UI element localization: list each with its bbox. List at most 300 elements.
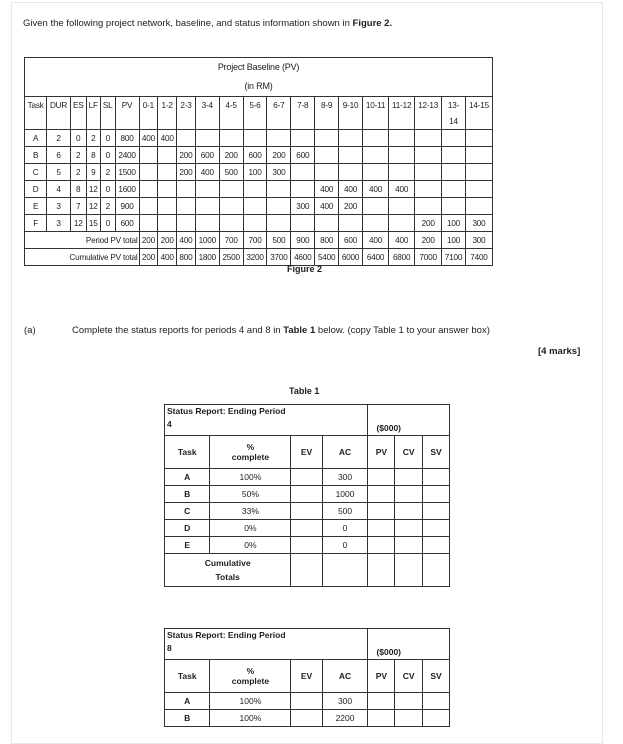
baseline-cell bbox=[442, 130, 466, 147]
status-value-cell: 300 bbox=[322, 693, 368, 710]
baseline-cell bbox=[339, 130, 363, 147]
baseline-cell: 600 bbox=[195, 147, 219, 164]
baseline-column-header: 7-8 bbox=[291, 97, 315, 114]
status-value-cell[interactable] bbox=[395, 503, 423, 520]
status-task-cell: C bbox=[165, 503, 210, 520]
baseline-cell: 200 bbox=[219, 147, 243, 164]
baseline-cell: 400 bbox=[315, 198, 339, 215]
baseline-cell bbox=[339, 147, 363, 164]
status-task-row bbox=[165, 469, 450, 486]
status-value-cell[interactable] bbox=[423, 520, 450, 537]
baseline-cell: C bbox=[25, 164, 47, 181]
period-pv-cell: 800 bbox=[315, 232, 339, 249]
baseline-column-header: 10-11 bbox=[362, 97, 388, 114]
cumulative-pv-cell: 2500 bbox=[219, 249, 243, 266]
baseline-column-header: 3-4 bbox=[195, 97, 219, 114]
baseline-cell bbox=[415, 164, 442, 181]
status-value-cell[interactable] bbox=[423, 693, 450, 710]
baseline-cell bbox=[465, 164, 492, 181]
baseline-cell bbox=[389, 215, 415, 232]
baseline-column-header-continued bbox=[362, 113, 388, 130]
baseline-column-header: SL bbox=[100, 97, 115, 114]
status-task-cell: A bbox=[165, 469, 210, 486]
baseline-task-row bbox=[25, 198, 493, 215]
status-task-cell: B bbox=[165, 486, 210, 503]
status-value-cell: 33% bbox=[210, 503, 291, 520]
baseline-column-header-continued bbox=[25, 113, 47, 130]
status-column-header: CV bbox=[395, 436, 423, 469]
baseline-cell bbox=[158, 164, 177, 181]
status-value-cell[interactable] bbox=[291, 693, 322, 710]
baseline-column-header: ES bbox=[70, 97, 86, 114]
status-value-cell[interactable] bbox=[291, 469, 322, 486]
status-value-cell[interactable] bbox=[423, 710, 450, 727]
baseline-cell bbox=[219, 215, 243, 232]
cumulative-pv-cell: 3200 bbox=[243, 249, 267, 266]
baseline-header-row-continued bbox=[25, 113, 493, 130]
baseline-column-header: DUR bbox=[47, 97, 71, 114]
baseline-cell bbox=[139, 215, 158, 232]
baseline-cell bbox=[267, 130, 291, 147]
period-pv-cell: 500 bbox=[267, 232, 291, 249]
baseline-cell bbox=[158, 147, 177, 164]
status-value-cell: 500 bbox=[322, 503, 368, 520]
status-value-cell: 0 bbox=[322, 520, 368, 537]
baseline-column-header: Task bbox=[25, 97, 47, 114]
baseline-cell: 4 bbox=[47, 181, 71, 198]
status-value-cell[interactable] bbox=[291, 537, 322, 554]
cumulative-pv-total-label: Cumulative PV total bbox=[25, 249, 140, 266]
status-value-cell: 0 bbox=[322, 537, 368, 554]
status-task-row bbox=[165, 520, 450, 537]
status-column-header: SV bbox=[423, 660, 450, 693]
period-pv-cell: 200 bbox=[415, 232, 442, 249]
cumulative-pv-cell: 6000 bbox=[339, 249, 363, 266]
baseline-column-header-continued bbox=[465, 113, 492, 130]
status-task-row bbox=[165, 503, 450, 520]
baseline-cell: 800 bbox=[115, 130, 139, 147]
status-task-cell: E bbox=[165, 537, 210, 554]
baseline-cell: 400 bbox=[139, 130, 158, 147]
baseline-cell bbox=[465, 147, 492, 164]
baseline-column-header: 6-7 bbox=[267, 97, 291, 114]
baseline-column-header-continued bbox=[195, 113, 219, 130]
baseline-cell: 7 bbox=[70, 198, 86, 215]
baseline-column-header-continued bbox=[100, 113, 115, 130]
total-cv-cell[interactable] bbox=[395, 554, 423, 587]
baseline-column-header-continued bbox=[339, 113, 363, 130]
baseline-column-header-continued bbox=[267, 113, 291, 130]
baseline-column-header-continued bbox=[315, 113, 339, 130]
period-pv-cell: 600 bbox=[339, 232, 363, 249]
baseline-cell bbox=[139, 164, 158, 181]
baseline-cell: 0 bbox=[70, 130, 86, 147]
status-value-cell: 100% bbox=[210, 710, 291, 727]
baseline-column-header: 14-15 bbox=[465, 97, 492, 114]
cumulative-pv-cell: 200 bbox=[139, 249, 158, 266]
baseline-cell bbox=[442, 181, 466, 198]
baseline-cell bbox=[389, 164, 415, 181]
baseline-task-row bbox=[25, 181, 493, 198]
baseline-cell: 8 bbox=[86, 147, 100, 164]
total-pv-cell[interactable] bbox=[368, 554, 395, 587]
baseline-cell bbox=[291, 181, 315, 198]
baseline-cell: 1500 bbox=[115, 164, 139, 181]
period-pv-cell: 700 bbox=[219, 232, 243, 249]
baseline-cell: 400 bbox=[158, 130, 177, 147]
baseline-task-row bbox=[25, 164, 493, 181]
status-column-header: EV bbox=[291, 436, 322, 469]
status-value-cell[interactable] bbox=[423, 486, 450, 503]
baseline-task-row bbox=[25, 147, 493, 164]
baseline-column-header-continued bbox=[243, 113, 267, 130]
baseline-cell bbox=[465, 130, 492, 147]
cumulative-pv-cell: 4600 bbox=[291, 249, 315, 266]
baseline-cell bbox=[315, 215, 339, 232]
baseline-cell bbox=[415, 130, 442, 147]
units-label: ($000) bbox=[368, 405, 450, 436]
status-value-cell: 0% bbox=[210, 537, 291, 554]
baseline-cell: 200 bbox=[177, 164, 196, 181]
baseline-cell: 2 bbox=[100, 164, 115, 181]
total-ac-cell[interactable] bbox=[322, 554, 368, 587]
intro-text: Given the following project network, baseline, and status information shown in Figure 2. bbox=[23, 18, 393, 29]
baseline-column-header-continued bbox=[158, 113, 177, 130]
baseline-cell bbox=[195, 215, 219, 232]
baseline-cell bbox=[267, 181, 291, 198]
baseline-column-header-continued bbox=[389, 113, 415, 130]
baseline-cell bbox=[442, 147, 466, 164]
baseline-task-row bbox=[25, 215, 493, 232]
baseline-cell: 100 bbox=[243, 164, 267, 181]
status-column-header: CV bbox=[395, 660, 423, 693]
status-value-cell: 0% bbox=[210, 520, 291, 537]
baseline-cell bbox=[362, 198, 388, 215]
baseline-cell: 0 bbox=[100, 147, 115, 164]
baseline-column-header-continued bbox=[177, 113, 196, 130]
baseline-cell bbox=[177, 130, 196, 147]
baseline-column-header-continued bbox=[70, 113, 86, 130]
status-value-cell[interactable] bbox=[423, 469, 450, 486]
baseline-cell: 3 bbox=[47, 215, 71, 232]
baseline-cell: 12 bbox=[70, 215, 86, 232]
status-value-cell[interactable] bbox=[291, 520, 322, 537]
baseline-cell: 200 bbox=[267, 147, 291, 164]
baseline-cell: 200 bbox=[177, 147, 196, 164]
baseline-cell bbox=[243, 198, 267, 215]
cumulative-pv-cell: 1800 bbox=[195, 249, 219, 266]
baseline-task-row bbox=[25, 130, 493, 147]
baseline-cell: 12 bbox=[86, 198, 100, 215]
baseline-cell bbox=[315, 164, 339, 181]
baseline-cell: 0 bbox=[100, 215, 115, 232]
cumulative-pv-cell: 5400 bbox=[315, 249, 339, 266]
status-task-cell: B bbox=[165, 710, 210, 727]
status-column-header: AC bbox=[322, 436, 368, 469]
baseline-column-header: 5-6 bbox=[243, 97, 267, 114]
period-pv-cell: 400 bbox=[177, 232, 196, 249]
status-column-header: Task bbox=[165, 660, 210, 693]
baseline-cell: 600 bbox=[243, 147, 267, 164]
period-pv-cell: 1000 bbox=[195, 232, 219, 249]
baseline-cell: D bbox=[25, 181, 47, 198]
baseline-cell bbox=[415, 198, 442, 215]
status-column-header: % complete bbox=[210, 436, 291, 469]
baseline-cell: 600 bbox=[115, 215, 139, 232]
status-column-header: PV bbox=[368, 660, 395, 693]
period-pv-cell: 200 bbox=[158, 232, 177, 249]
baseline-cell: 15 bbox=[86, 215, 100, 232]
baseline-cell: 300 bbox=[291, 198, 315, 215]
baseline-cell bbox=[339, 215, 363, 232]
status-value-cell[interactable] bbox=[368, 537, 395, 554]
status-task-row bbox=[165, 693, 450, 710]
baseline-cell bbox=[243, 181, 267, 198]
status-column-header: SV bbox=[423, 436, 450, 469]
baseline-cell: 12 bbox=[86, 181, 100, 198]
status-report-header: Status Report: Ending Period 4 bbox=[165, 405, 368, 436]
baseline-cell: F bbox=[25, 215, 47, 232]
baseline-cell: A bbox=[25, 130, 47, 147]
status-value-cell[interactable] bbox=[395, 537, 423, 554]
baseline-cell: 400 bbox=[339, 181, 363, 198]
baseline-cell bbox=[465, 181, 492, 198]
status-column-header: EV bbox=[291, 660, 322, 693]
baseline-cell bbox=[339, 164, 363, 181]
baseline-column-header-continued bbox=[47, 113, 71, 130]
baseline-cell: 500 bbox=[219, 164, 243, 181]
status-value-cell[interactable] bbox=[395, 486, 423, 503]
baseline-cell bbox=[195, 181, 219, 198]
status-value-cell[interactable] bbox=[368, 469, 395, 486]
figure-caption: Figure 2 bbox=[287, 264, 323, 274]
cumulative-totals-row bbox=[165, 554, 450, 587]
baseline-cell bbox=[415, 147, 442, 164]
baseline-cell: 6 bbox=[47, 147, 71, 164]
status-value-cell[interactable] bbox=[423, 537, 450, 554]
baseline-cell bbox=[442, 164, 466, 181]
baseline-cell: 0 bbox=[100, 181, 115, 198]
total-sv-cell[interactable] bbox=[423, 554, 450, 587]
period-pv-cell: 900 bbox=[291, 232, 315, 249]
baseline-cell bbox=[415, 181, 442, 198]
baseline-cell bbox=[291, 164, 315, 181]
baseline-cell bbox=[219, 181, 243, 198]
baseline-cell: 3 bbox=[47, 198, 71, 215]
baseline-column-header: 13- bbox=[442, 97, 466, 114]
baseline-column-header: 4-5 bbox=[219, 97, 243, 114]
baseline-cell bbox=[291, 215, 315, 232]
baseline-cell bbox=[362, 130, 388, 147]
project-baseline-table bbox=[24, 57, 493, 266]
period-pv-cell: 300 bbox=[465, 232, 492, 249]
baseline-cell: 2 bbox=[86, 130, 100, 147]
baseline-cell bbox=[442, 198, 466, 215]
status-value-cell: 100% bbox=[210, 469, 291, 486]
cumulative-pv-cell: 400 bbox=[158, 249, 177, 266]
status-report-period-8 bbox=[164, 628, 450, 727]
baseline-cell bbox=[362, 147, 388, 164]
baseline-cell: B bbox=[25, 147, 47, 164]
baseline-cell bbox=[158, 215, 177, 232]
baseline-cell: 2 bbox=[47, 130, 71, 147]
baseline-cell: 9 bbox=[86, 164, 100, 181]
status-value-cell[interactable] bbox=[395, 469, 423, 486]
period-pv-cell: 400 bbox=[362, 232, 388, 249]
status-task-cell: D bbox=[165, 520, 210, 537]
baseline-cell bbox=[362, 215, 388, 232]
baseline-cell bbox=[177, 198, 196, 215]
baseline-cell: 400 bbox=[389, 181, 415, 198]
baseline-column-header: PV bbox=[115, 97, 139, 114]
baseline-cell bbox=[267, 198, 291, 215]
baseline-cell bbox=[177, 215, 196, 232]
baseline-column-header: 1-2 bbox=[158, 97, 177, 114]
baseline-cell bbox=[389, 130, 415, 147]
baseline-cell bbox=[139, 181, 158, 198]
baseline-cell bbox=[243, 215, 267, 232]
status-task-cell: A bbox=[165, 693, 210, 710]
cumulative-pv-cell: 7100 bbox=[442, 249, 466, 266]
period-pv-total-label: Period PV total bbox=[25, 232, 140, 249]
cumulative-pv-cell: 6800 bbox=[389, 249, 415, 266]
status-value-cell: 300 bbox=[322, 469, 368, 486]
status-value-cell[interactable] bbox=[423, 503, 450, 520]
baseline-cell: 400 bbox=[315, 181, 339, 198]
cumulative-totals-label: Cumulative Totals bbox=[165, 554, 291, 587]
units-label: ($000) bbox=[368, 629, 450, 660]
baseline-cell bbox=[389, 198, 415, 215]
baseline-column-header-continued bbox=[291, 113, 315, 130]
baseline-cell: 2 bbox=[100, 198, 115, 215]
status-value-cell: 50% bbox=[210, 486, 291, 503]
baseline-column-header-continued bbox=[115, 113, 139, 130]
baseline-cell bbox=[158, 198, 177, 215]
period-pv-cell: 700 bbox=[243, 232, 267, 249]
baseline-column-header: 11-12 bbox=[389, 97, 415, 114]
status-column-header: AC bbox=[322, 660, 368, 693]
status-column-headers bbox=[165, 436, 450, 469]
status-value-cell[interactable] bbox=[291, 486, 322, 503]
baseline-cell bbox=[139, 198, 158, 215]
baseline-cell bbox=[158, 181, 177, 198]
baseline-cell bbox=[465, 198, 492, 215]
baseline-cell bbox=[219, 130, 243, 147]
baseline-column-header-continued: 14 bbox=[442, 113, 466, 130]
status-value-cell[interactable] bbox=[368, 503, 395, 520]
baseline-cell: 600 bbox=[291, 147, 315, 164]
status-value-cell[interactable] bbox=[291, 710, 322, 727]
status-task-row bbox=[165, 537, 450, 554]
baseline-cell: 200 bbox=[415, 215, 442, 232]
cumulative-pv-cell: 7000 bbox=[415, 249, 442, 266]
baseline-cell: 2 bbox=[70, 147, 86, 164]
baseline-cell bbox=[389, 147, 415, 164]
status-task-row bbox=[165, 710, 450, 727]
baseline-cell bbox=[243, 130, 267, 147]
baseline-cell bbox=[139, 147, 158, 164]
baseline-cell: 300 bbox=[267, 164, 291, 181]
baseline-column-header-continued bbox=[415, 113, 442, 130]
baseline-cell: 400 bbox=[362, 181, 388, 198]
baseline-cell: E bbox=[25, 198, 47, 215]
status-value-cell[interactable] bbox=[368, 486, 395, 503]
baseline-cell: 300 bbox=[465, 215, 492, 232]
baseline-cell bbox=[219, 198, 243, 215]
status-value-cell[interactable] bbox=[368, 520, 395, 537]
status-value-cell[interactable] bbox=[368, 710, 395, 727]
baseline-cell bbox=[267, 215, 291, 232]
baseline-cell: 8 bbox=[70, 181, 86, 198]
baseline-title: Project Baseline (PV) (in RM) bbox=[25, 58, 493, 97]
baseline-cell bbox=[315, 147, 339, 164]
question-label: (a) bbox=[24, 325, 36, 336]
baseline-cell: 900 bbox=[115, 198, 139, 215]
baseline-cell bbox=[315, 130, 339, 147]
baseline-column-header-continued bbox=[139, 113, 158, 130]
baseline-column-header-continued bbox=[219, 113, 243, 130]
status-column-header: % complete bbox=[210, 660, 291, 693]
status-column-header: Task bbox=[165, 436, 210, 469]
baseline-cell: 400 bbox=[195, 164, 219, 181]
baseline-column-header: 9-10 bbox=[339, 97, 363, 114]
baseline-column-header: LF bbox=[86, 97, 100, 114]
status-value-cell[interactable] bbox=[395, 710, 423, 727]
status-column-headers bbox=[165, 660, 450, 693]
status-value-cell[interactable] bbox=[368, 693, 395, 710]
cumulative-pv-total-row bbox=[25, 249, 493, 266]
baseline-cell bbox=[362, 164, 388, 181]
baseline-cell bbox=[195, 130, 219, 147]
marks-label: [4 marks] bbox=[538, 346, 581, 357]
status-value-cell: 1000 bbox=[322, 486, 368, 503]
baseline-column-header: 12-13 bbox=[415, 97, 442, 114]
baseline-cell: 5 bbox=[47, 164, 71, 181]
baseline-cell: 2 bbox=[70, 164, 86, 181]
baseline-cell: 1600 bbox=[115, 181, 139, 198]
status-value-cell[interactable] bbox=[291, 503, 322, 520]
period-pv-cell: 200 bbox=[139, 232, 158, 249]
status-value-cell: 2200 bbox=[322, 710, 368, 727]
period-pv-cell: 100 bbox=[442, 232, 466, 249]
total-ev-cell[interactable] bbox=[291, 554, 322, 587]
status-report-period-4 bbox=[164, 404, 450, 587]
baseline-column-header: 0-1 bbox=[139, 97, 158, 114]
table-reference: Table 1 bbox=[283, 325, 316, 336]
baseline-header-row bbox=[25, 97, 493, 114]
cumulative-pv-cell: 800 bbox=[177, 249, 196, 266]
cumulative-pv-cell: 3700 bbox=[267, 249, 291, 266]
baseline-column-header: 8-9 bbox=[315, 97, 339, 114]
status-column-header: PV bbox=[368, 436, 395, 469]
cumulative-pv-cell: 6400 bbox=[362, 249, 388, 266]
figure-reference: Figure 2. bbox=[352, 18, 393, 29]
status-value-cell[interactable] bbox=[395, 693, 423, 710]
table-1-label: Table 1 bbox=[289, 386, 320, 396]
baseline-cell bbox=[291, 130, 315, 147]
cumulative-pv-cell: 7400 bbox=[465, 249, 492, 266]
baseline-cell: 100 bbox=[442, 215, 466, 232]
period-pv-total-row bbox=[25, 232, 493, 249]
status-value-cell[interactable] bbox=[395, 520, 423, 537]
baseline-cell: 0 bbox=[100, 130, 115, 147]
baseline-column-header: 2-3 bbox=[177, 97, 196, 114]
baseline-cell bbox=[195, 198, 219, 215]
baseline-cell: 2400 bbox=[115, 147, 139, 164]
baseline-cell bbox=[177, 181, 196, 198]
question-text: Complete the status reports for periods 4 and 8 in Table 1 below. (copy Table 1 to your answer box) bbox=[72, 325, 490, 336]
baseline-cell: 200 bbox=[339, 198, 363, 215]
